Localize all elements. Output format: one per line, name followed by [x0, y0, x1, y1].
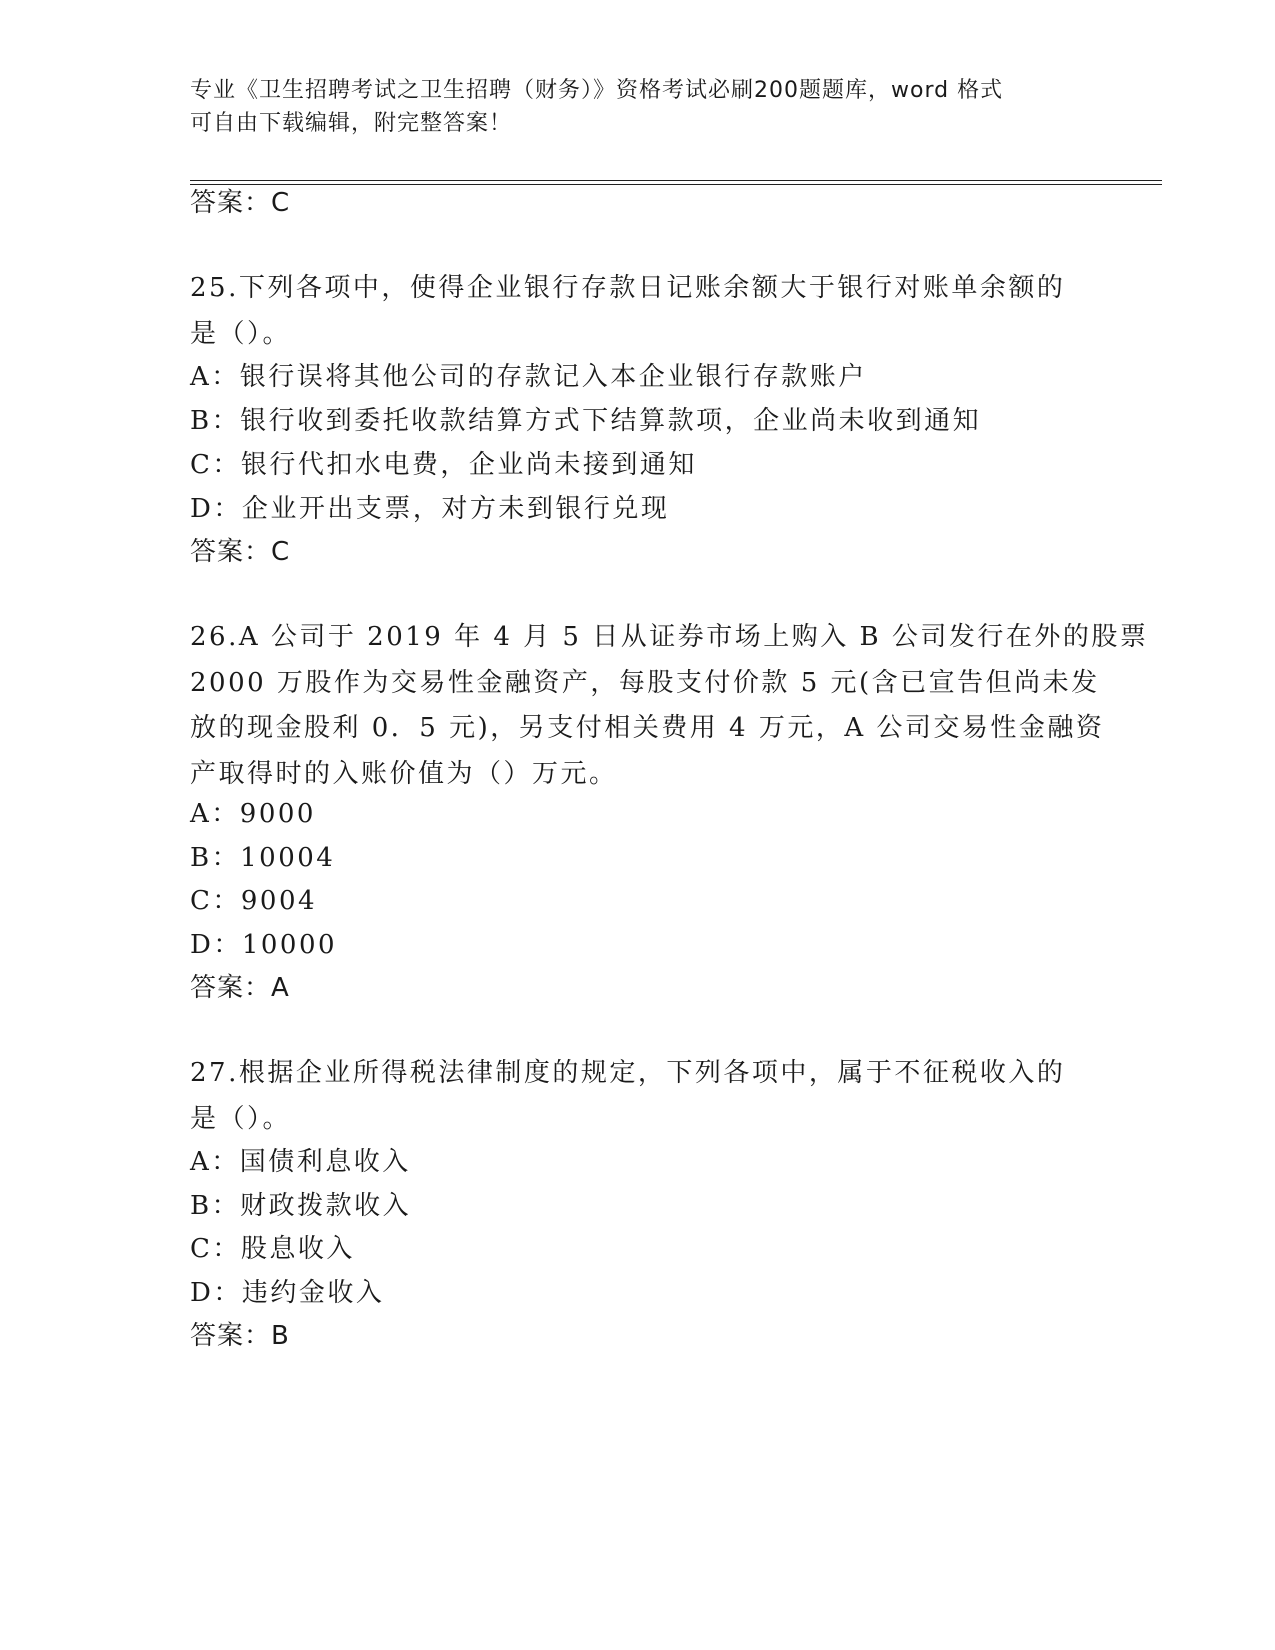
question-stem-line: 2000 万股作为交易性金融资产，每股支付价款 5 元(含已宣告但尚未发: [190, 667, 1100, 698]
question-27-option-d: D：违约金收入: [190, 1278, 385, 1308]
question-26-option-b: B：10004: [190, 843, 336, 873]
previous-answer: 答案：C: [190, 188, 291, 218]
question-25-option-a: A：银行误将其他公司的存款记入本企业银行存款账户: [190, 362, 867, 392]
question-26-option-a: A：9000: [190, 799, 316, 829]
question-25-option-d: D：企业开出支票，对方未到银行兑现: [190, 494, 670, 524]
question-27-option-a: A：国债利息收入: [190, 1147, 411, 1177]
question-stem-line: 26.A 公司于 2019 年 4 月 5 日从证券市场上购入 B 公司发行在外的股票: [190, 622, 1149, 652]
question-stem-line: 是（）。: [190, 318, 292, 349]
question-27-answer: 答案：B: [190, 1321, 290, 1351]
question-26-option-d: D：10000: [190, 930, 338, 960]
question-25-option-b: B：银行收到委托收款结算方式下结算款项，企业尚未收到通知: [190, 406, 982, 436]
document-header: [190, 74, 1090, 140]
question-25-stem: [190, 266, 1090, 357]
question-26-answer: 答案：A: [190, 973, 290, 1003]
header-divider-bottom: [190, 184, 1162, 185]
question-25-option-c: C：银行代扣水电费，企业尚未接到通知: [190, 450, 697, 480]
question-27-option-c: C：股息收入: [190, 1234, 355, 1264]
question-stem-line: 27.根据企业所得税法律制度的规定，下列各项中，属于不征税收入的: [190, 1058, 1066, 1088]
header-line-1: 专业《卫生招聘考试之卫生招聘（财务）》资格考试必刷200题题库，word 格式: [190, 78, 1004, 103]
question-stem-line: 放的现金股利 0．5 元)，另支付相关费用 4 万元，A 公司交易性金融资: [190, 713, 1105, 743]
header-line-2: 可自由下载编辑，附完整答案！: [190, 111, 513, 136]
question-stem-line: 是（）。: [190, 1103, 292, 1134]
question-25-answer: 答案：C: [190, 537, 291, 567]
question-27-option-b: B：财政拨款收入: [190, 1191, 412, 1221]
question-27-stem: [190, 1051, 1090, 1142]
question-stem-line: 25.下列各项中，使得企业银行存款日记账余额大于银行对账单余额的: [190, 273, 1066, 303]
question-26-option-c: C：9004: [190, 886, 318, 916]
header-divider-top: [190, 180, 1162, 181]
question-26-stem: [190, 615, 1149, 797]
question-stem-line: 产取得时的入账价值为（）万元。: [190, 758, 618, 789]
